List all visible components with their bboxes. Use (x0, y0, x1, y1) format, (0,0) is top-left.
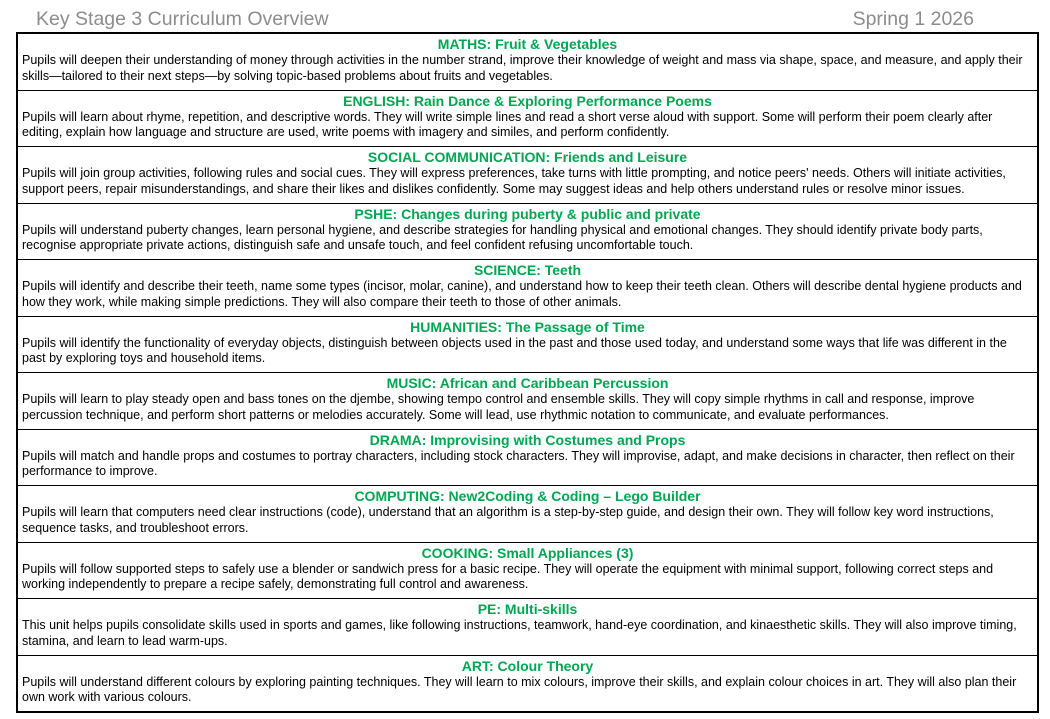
subject-row-maths (18, 34, 1037, 90)
subject-row-pe (18, 598, 1037, 655)
subject-title: HUMANITIES: The Passage of Time (410, 318, 645, 335)
subject-row-english (18, 90, 1037, 147)
subject-row-computing (18, 485, 1037, 542)
subject-row-art (18, 655, 1037, 712)
subject-row-humanities (18, 316, 1037, 373)
subject-title: SOCIAL COMMUNICATION: Friends and Leisure (367, 149, 688, 165)
subject-description: Pupils will learn about rhyme, repetition, and descriptive words. They will write simple lines and read a short verse aloud with support. Some will perform their poem clearly after editing, explain how language and structure are used, write poems with imagery and similes, and perform confidently. (22, 109, 993, 139)
subject-title: PSHE: Changes during puberty & public and private (354, 205, 701, 222)
subject-description: Pupils will join group activities, following rules and social cues. They will express preferences, take turns with little prompting, and notice peers' needs. Others will initiate activities, support peers, repair misunderstandings, and share their likes and dislikes confidently. Some may suggest ideas and help others understand rules or resolve minor issues. (22, 166, 1006, 196)
subject-title: COMPUTING: New2Coding & Coding – Lego Builder (354, 488, 701, 504)
subject-row-cooking (18, 542, 1037, 599)
subject-row-pshe (18, 203, 1037, 260)
subject-title: MUSIC: African and Caribbean Percussion (386, 375, 669, 391)
subject-row-science (18, 259, 1037, 316)
subject-row-drama (18, 429, 1037, 486)
curriculum-table (16, 32, 1039, 713)
subject-title: COOKING: Small Appliances (3) (421, 544, 634, 561)
subject-description: Pupils will deepen their understanding of money through activities in the number strand, improve their knowledge of weight and mass via shape, space, and measure, and apply their skills—tailored to their next steps—by solving topic-based problems about fruits and vegetables. (22, 53, 1023, 83)
subject-row-social-communication (18, 146, 1037, 203)
subject-description: This unit helps pupils consolidate skills used in sports and games, like following instructions, teamwork, hand-eye coordination, and kinaesthetic skills. They will also improve timing, stamina, and learn to lead warm-ups. (22, 618, 1017, 648)
subject-description: Pupils will identify and describe their teeth, name some types (incisor, molar, canine), and understand how to keep their teeth clean. Others will describe dental hygiene products and how they work, while making simple predictions. They will also compare their teeth to those of other animals. (22, 279, 1022, 309)
subject-description: Pupils will understand different colours by exploring painting techniques. They will learn to mix colours, improve their skills, and explain colour choices in art. They will also plan their own work with various colours. (22, 674, 1017, 704)
subject-description: Pupils will follow supported steps to safely use a blender or sandwich press for a basic recipe. They will operate the equipment with minimal support, following correct steps and working independently to prepare a recipe safely, demonstrating full control and awareness. (22, 561, 994, 591)
subject-description: Pupils will learn to play steady open and bass tones on the djembe, showing tempo control and ensemble skills. They will copy simple rhythms in call and response, improve percussion technique, and perform short patterns or melodies accurately. Some will lead, use rhythmic notation to communicate, and evaluate performances. (22, 392, 975, 422)
subject-title: ENGLISH: Rain Dance & Exploring Performance Poems (343, 92, 712, 109)
subject-title: SCIENCE: Teeth (473, 262, 582, 278)
term-label: Spring 1 2026 (852, 8, 974, 31)
subject-title: MATHS: Fruit & Vegetables (437, 36, 618, 52)
page-title: Key Stage 3 Curriculum Overview (36, 8, 329, 31)
subject-description: Pupils will match and handle props and costumes to portray characters, including stock characters. They will improvise, adapt, and make decisions in character, then reflect on their performance to improve. (22, 448, 1015, 478)
page-header (36, 7, 974, 33)
subject-row-music (18, 372, 1037, 429)
subject-description: Pupils will identify the functionality of everyday objects, distinguish between objects used in the past and those used today, and understand some ways that life was different in the past by exploring toys and household items. (22, 335, 1007, 365)
subject-description: Pupils will understand puberty changes, learn personal hygiene, and describe strategies for handling physical and emotional changes. They should identify private body parts, recognise appropriate private actions, distinguish safe and unsafe touch, and feel confident refusing uncomfortable touch. (22, 222, 983, 252)
subject-title: DRAMA: Improvising with Costumes and Props (369, 431, 686, 448)
subject-title: PE: Multi-skills (477, 601, 578, 617)
subject-description: Pupils will learn that computers need clear instructions (code), understand that an algorithm is a step-by-step guide, and design their own. They will follow key word instructions, sequence tasks, and troubleshoot errors. (22, 505, 994, 535)
subject-title: ART: Colour Theory (461, 657, 594, 674)
